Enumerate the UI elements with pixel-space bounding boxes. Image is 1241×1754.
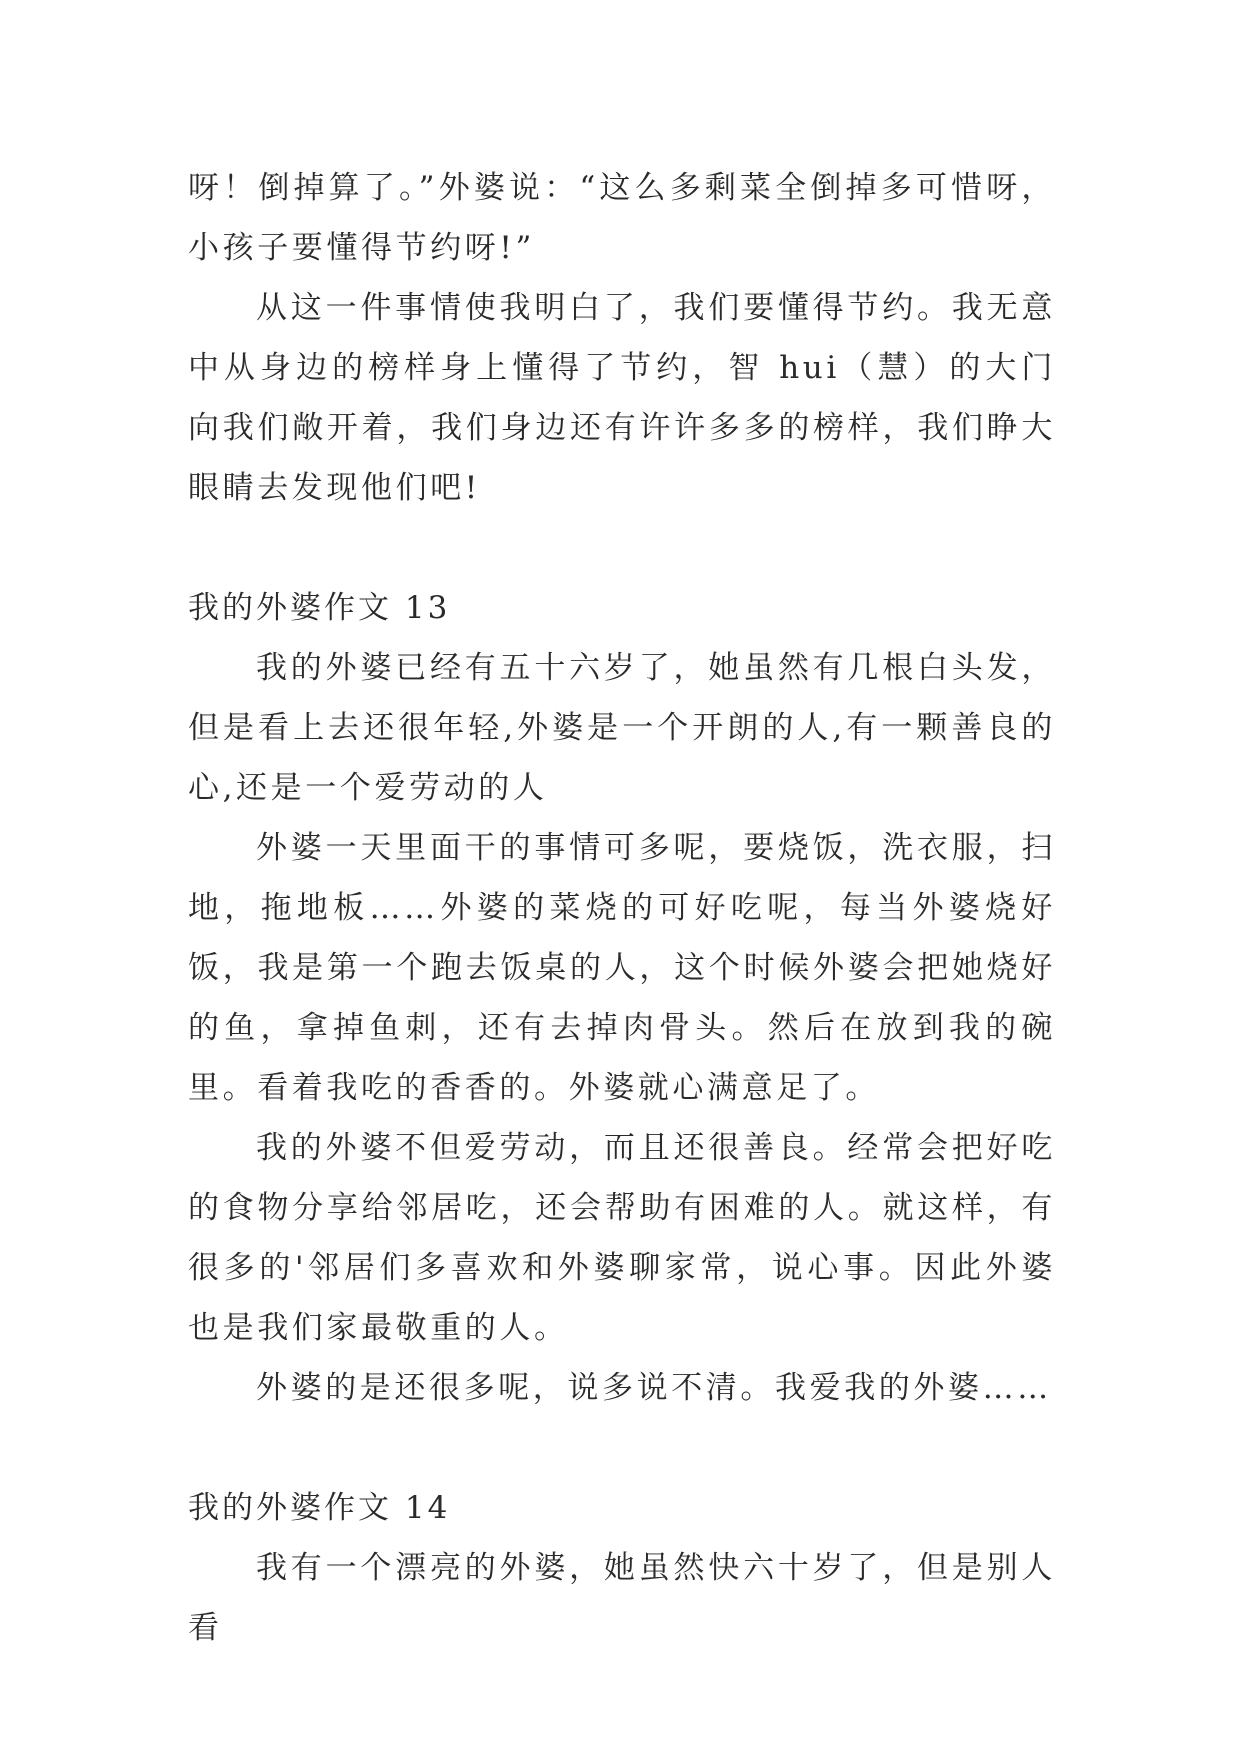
paragraph-4: 外婆一天里面干的事情可多呢，要烧饭，洗衣服，扫地，拖地板……外婆的菜烧的可好吃呢，每当外婆烧好饭，我是第一个跑去饭桌的人，这个时候外婆会把她烧好的鱼，拿掉鱼刺，还有去掉肉骨头。然后在放到我的碗里。看着我吃的香香的。外婆就心满意足了。 — [188, 830, 1056, 1106]
paragraph-5: 我的外婆不但爱劳动，而且还很善良。经常会把好吃的食物分享给邻居吃，还会帮助有困难的人。就这样，有很多的'邻居们多喜欢和外婆聊家常，说心事。因此外婆也是我们家最敬重的人。 — [188, 1130, 1056, 1346]
section-heading-14: 我的外婆作文 14 — [188, 1490, 451, 1526]
paragraph-7: 我有一个漂亮的外婆，她虽然快六十岁了，但是别人看 — [188, 1550, 1056, 1646]
document-body — [188, 158, 1056, 1658]
paragraph-6: 外婆的是还很多呢，说多说不清。我爱我的外婆…… — [256, 1370, 1052, 1406]
paragraph-1: 呀！倒掉算了。”外婆说：“这么多剩菜全倒掉多可惜呀，小孩子要懂得节约呀!” — [188, 170, 1056, 266]
paragraph-3: 我的外婆已经有五十六岁了，她虽然有几根白头发，但是看上去还很年轻,外婆是一个开朗的人,有一颗善良的心,还是一个爱劳动的人 — [188, 650, 1056, 806]
section-heading-13: 我的外婆作文 13 — [188, 590, 451, 626]
paragraph-2: 从这一件事情使我明白了，我们要懂得节约。我无意中从身边的榜样身上懂得了节约，智 hui（慧）的大门向我们敞开着，我们身边还有许许多多的榜样，我们睁大眼睛去发现他们吧! — [188, 290, 1056, 506]
